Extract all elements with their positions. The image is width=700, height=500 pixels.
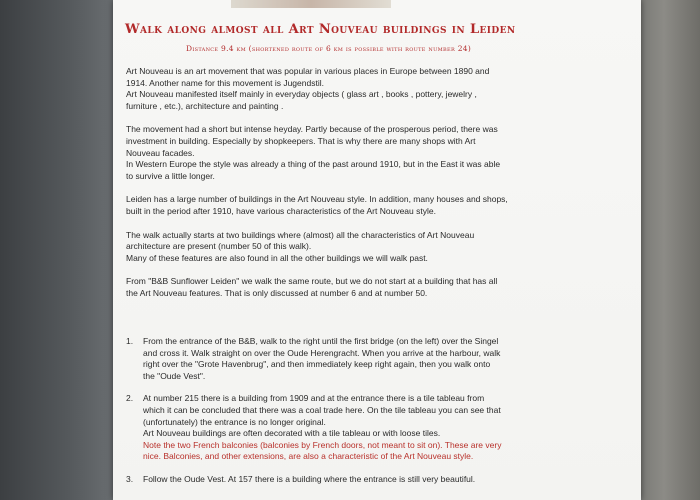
text-line: Follow the Oude Vest. At 157 there is a building where the entrance is still very beautiful. (143, 473, 476, 484)
text-line: The movement had a short but intense heyday. Partly because of the prosperous period, there was (126, 124, 498, 135)
text-line: Leiden has a large number of buildings in the Art Nouveau style. In addition, many houses and shops, (126, 194, 508, 205)
text-line: (unfortunately) the entrance is no longer original. (143, 416, 326, 427)
highlighted-text-line: Note the two French balconies (balconies by French doors, not meant to sit on). These are very (143, 439, 502, 450)
text-line: From "B&B Sunflower Leiden" we walk the same route, but we do not start at a building that has all (126, 276, 498, 287)
step-number: 1. (126, 336, 134, 346)
text-line: the "Oude Vest". (143, 370, 206, 381)
route-steps-list (126, 336, 556, 497)
text-line: Many of these features are also found in all the other buildings we will walk past. (126, 252, 428, 263)
text-line: furniture , etc.), architecture and painting . (126, 100, 284, 111)
background-left (0, 0, 115, 500)
highlighted-text-line: nice. Balconies, and other extensions, are also a characteristic of the Art Nouveau style. (143, 451, 474, 462)
intro-text (126, 66, 556, 312)
document-page (113, 0, 641, 500)
text-line: to survive a little longer. (126, 170, 215, 181)
route-step (126, 336, 556, 382)
paragraph-5 (126, 276, 556, 299)
text-line: the Art Nouveau features. That is only discussed at number 6 and at number 50. (126, 287, 428, 298)
paragraph-4 (126, 230, 556, 265)
paragraph-3 (126, 194, 556, 217)
text-line: In Western Europe the style was already a thing of the past around 1910, but in the East it was able (126, 159, 501, 170)
document-title: Walk along almost all Art Nouveau buildings in Leiden (125, 22, 516, 37)
text-line: At number 215 there is a building from 1909 and at the entrance there is a tile tableau from (143, 393, 485, 404)
background-right (640, 0, 700, 500)
text-line: 1914. Another name for this movement is Jugendstil. (126, 77, 324, 88)
text-line: The walk actually starts at two buildings where (almost) all the characteristics of Art Nouveau (126, 229, 475, 240)
paragraph-2 (126, 124, 556, 182)
paragraph-1 (126, 66, 556, 112)
route-step (126, 393, 556, 463)
step-number: 3. (126, 473, 134, 484)
text-line: Art Nouveau buildings are often decorated with a tile tableau or with loose tiles. (143, 428, 441, 439)
text-line: Art Nouveau manifested itself mainly in everyday objects ( glass art , books , pottery, jewelry , (126, 89, 477, 100)
text-line: which it can be concluded that there was a coal trade here. On the tile tableau you can see that (143, 404, 501, 415)
text-line: and cross it. Walk straight on over the Oude Herengracht. When you arrive at the harbour, walk (143, 347, 501, 358)
text-line: investment in building. Especially by shopkeepers. That is why there are many shops with Art (126, 135, 476, 146)
text-line: right over the "Grote Havenbrug", and then immediately keep right again, then you walk onto (143, 359, 491, 370)
text-line: built in the period after 1910, have various characteristics of the Art Nouveau style. (126, 205, 436, 216)
text-line: Art Nouveau is an art movement that was popular in various places in Europe between 1890 and (126, 66, 490, 76)
route-step (126, 474, 556, 486)
text-line: From the entrance of the B&B, walk to the right until the first bridge (on the left) over the Singel (143, 336, 499, 346)
text-line: Nouveau facades. (126, 147, 195, 158)
step-number: 2. (126, 393, 134, 404)
document-subtitle: Distance 9.4 km (shortened route of 6 km is possible with route number 24) (186, 44, 472, 53)
header-image-edge (231, 0, 391, 8)
text-line: architecture are present (number 50 of this walk). (126, 241, 312, 252)
